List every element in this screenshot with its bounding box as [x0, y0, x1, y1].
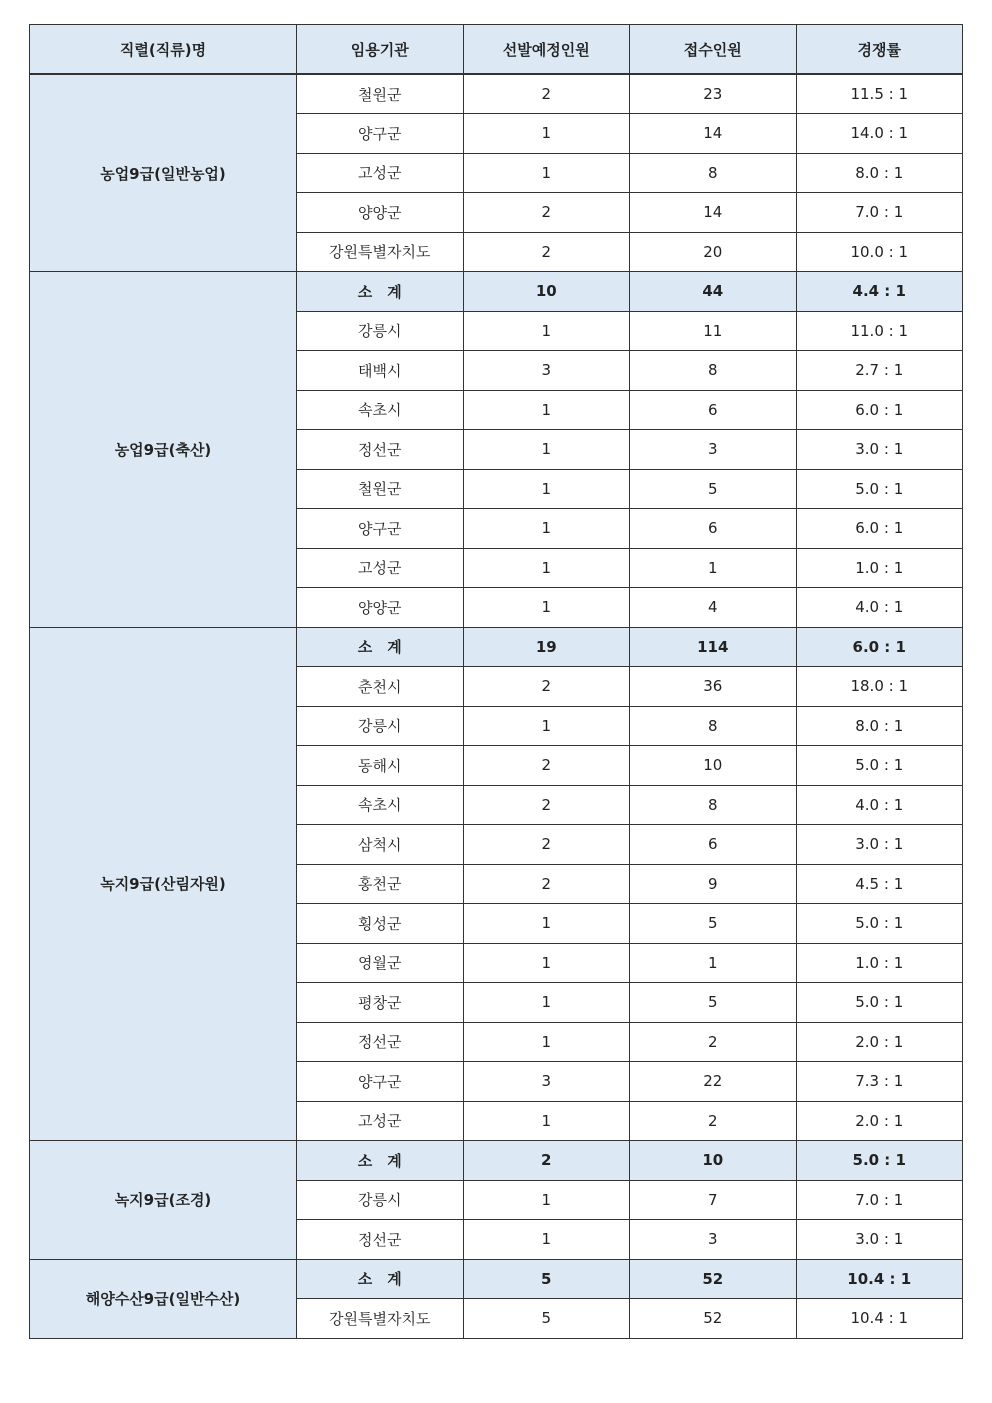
organization-cell: 춘천시	[297, 667, 464, 707]
ratio-cell: 4.0 : 1	[796, 588, 963, 628]
planned-cell: 1	[463, 469, 630, 509]
header-organization: 임용기관	[297, 25, 464, 75]
organization-cell: 강릉시	[297, 311, 464, 351]
header-applied: 접수인원	[630, 25, 797, 75]
applied-cell: 3	[630, 430, 797, 470]
planned-cell: 2	[463, 785, 630, 825]
applied-cell: 4	[630, 588, 797, 628]
ratio-cell: 14.0 : 1	[796, 114, 963, 154]
planned-cell: 2	[463, 864, 630, 904]
planned-cell: 2	[463, 193, 630, 233]
applied-cell: 5	[630, 469, 797, 509]
applied-cell: 36	[630, 667, 797, 707]
applied-cell: 3	[630, 1220, 797, 1260]
subtotal-planned: 2	[463, 1141, 630, 1181]
ratio-cell: 3.0 : 1	[796, 825, 963, 865]
planned-cell: 1	[463, 509, 630, 549]
category-cell: 녹지9급(조경)	[30, 1141, 297, 1260]
subtotal-label: 소 계	[297, 1259, 464, 1299]
subtotal-planned: 10	[463, 272, 630, 312]
applied-cell: 8	[630, 706, 797, 746]
planned-cell: 1	[463, 390, 630, 430]
ratio-cell: 10.4 : 1	[796, 1299, 963, 1339]
planned-cell: 5	[463, 1299, 630, 1339]
ratio-cell: 8.0 : 1	[796, 153, 963, 193]
category-cell: 녹지9급(산림자원)	[30, 627, 297, 1141]
subtotal-row	[30, 1141, 963, 1181]
applied-cell: 6	[630, 390, 797, 430]
applied-cell: 14	[630, 114, 797, 154]
applied-cell: 52	[630, 1299, 797, 1339]
subtotal-planned: 5	[463, 1259, 630, 1299]
organization-cell: 삼척시	[297, 825, 464, 865]
applied-cell: 8	[630, 351, 797, 391]
applied-cell: 14	[630, 193, 797, 233]
ratio-cell: 5.0 : 1	[796, 983, 963, 1023]
ratio-cell: 11.0 : 1	[796, 311, 963, 351]
ratio-cell: 11.5 : 1	[796, 74, 963, 114]
planned-cell: 1	[463, 904, 630, 944]
organization-cell: 속초시	[297, 785, 464, 825]
subtotal-applied: 10	[630, 1141, 797, 1181]
applied-cell: 23	[630, 74, 797, 114]
planned-cell: 1	[463, 1101, 630, 1141]
ratio-cell: 6.0 : 1	[796, 509, 963, 549]
applied-cell: 6	[630, 825, 797, 865]
organization-cell: 철원군	[297, 469, 464, 509]
ratio-cell: 3.0 : 1	[796, 1220, 963, 1260]
organization-cell: 강릉시	[297, 706, 464, 746]
organization-cell: 고성군	[297, 1101, 464, 1141]
header-planned: 선발예정인원	[463, 25, 630, 75]
subtotal-label: 소 계	[297, 272, 464, 312]
organization-cell: 양구군	[297, 114, 464, 154]
applied-cell: 1	[630, 943, 797, 983]
ratio-cell: 7.3 : 1	[796, 1062, 963, 1102]
ratio-cell: 4.0 : 1	[796, 785, 963, 825]
applied-cell: 8	[630, 785, 797, 825]
organization-cell: 양구군	[297, 509, 464, 549]
category-cell: 농업9급(축산)	[30, 272, 297, 628]
organization-cell: 속초시	[297, 390, 464, 430]
subtotal-ratio: 5.0 : 1	[796, 1141, 963, 1181]
planned-cell: 3	[463, 351, 630, 391]
organization-cell: 평창군	[297, 983, 464, 1023]
header-row	[30, 25, 963, 75]
planned-cell: 2	[463, 667, 630, 707]
applied-cell: 6	[630, 509, 797, 549]
planned-cell: 1	[463, 153, 630, 193]
planned-cell: 2	[463, 825, 630, 865]
ratio-cell: 5.0 : 1	[796, 904, 963, 944]
applied-cell: 1	[630, 548, 797, 588]
ratio-cell: 7.0 : 1	[796, 1180, 963, 1220]
ratio-cell: 7.0 : 1	[796, 193, 963, 233]
applied-cell: 8	[630, 153, 797, 193]
ratio-cell: 6.0 : 1	[796, 390, 963, 430]
subtotal-row	[30, 1259, 963, 1299]
applied-cell: 2	[630, 1022, 797, 1062]
applied-cell: 10	[630, 746, 797, 786]
subtotal-label: 소 계	[297, 627, 464, 667]
organization-cell: 고성군	[297, 153, 464, 193]
organization-cell: 양양군	[297, 588, 464, 628]
ratio-cell: 2.7 : 1	[796, 351, 963, 391]
ratio-cell: 5.0 : 1	[796, 469, 963, 509]
ratio-cell: 10.0 : 1	[796, 232, 963, 272]
organization-cell: 철원군	[297, 74, 464, 114]
planned-cell: 1	[463, 548, 630, 588]
subtotal-planned: 19	[463, 627, 630, 667]
organization-cell: 태백시	[297, 351, 464, 391]
applied-cell: 20	[630, 232, 797, 272]
ratio-cell: 1.0 : 1	[796, 548, 963, 588]
applied-cell: 9	[630, 864, 797, 904]
subtotal-row	[30, 627, 963, 667]
planned-cell: 2	[463, 74, 630, 114]
organization-cell: 정선군	[297, 1022, 464, 1062]
table-row	[30, 74, 963, 114]
ratio-cell: 4.5 : 1	[796, 864, 963, 904]
planned-cell: 1	[463, 430, 630, 470]
ratio-cell: 2.0 : 1	[796, 1022, 963, 1062]
planned-cell: 1	[463, 114, 630, 154]
subtotal-label: 소 계	[297, 1141, 464, 1181]
category-cell: 농업9급(일반농업)	[30, 74, 297, 272]
subtotal-applied: 44	[630, 272, 797, 312]
organization-cell: 양양군	[297, 193, 464, 233]
subtotal-ratio: 10.4 : 1	[796, 1259, 963, 1299]
organization-cell: 강원특별자치도	[297, 232, 464, 272]
planned-cell: 1	[463, 1180, 630, 1220]
organization-cell: 정선군	[297, 430, 464, 470]
ratio-cell: 8.0 : 1	[796, 706, 963, 746]
table-body	[30, 74, 963, 1338]
header-category: 직렬(직류)명	[30, 25, 297, 75]
organization-cell: 영월군	[297, 943, 464, 983]
applied-cell: 2	[630, 1101, 797, 1141]
applied-cell: 11	[630, 311, 797, 351]
subtotal-ratio: 4.4 : 1	[796, 272, 963, 312]
ratio-cell: 2.0 : 1	[796, 1101, 963, 1141]
ratio-cell: 1.0 : 1	[796, 943, 963, 983]
planned-cell: 2	[463, 746, 630, 786]
planned-cell: 1	[463, 588, 630, 628]
ratio-cell: 18.0 : 1	[796, 667, 963, 707]
subtotal-ratio: 6.0 : 1	[796, 627, 963, 667]
applied-cell: 7	[630, 1180, 797, 1220]
subtotal-applied: 52	[630, 1259, 797, 1299]
organization-cell: 횡성군	[297, 904, 464, 944]
planned-cell: 1	[463, 983, 630, 1023]
organization-cell: 강원특별자치도	[297, 1299, 464, 1339]
category-cell: 해양수산9급(일반수산)	[30, 1259, 297, 1338]
applied-cell: 5	[630, 904, 797, 944]
subtotal-row	[30, 272, 963, 312]
applied-cell: 5	[630, 983, 797, 1023]
applied-cell: 22	[630, 1062, 797, 1102]
header-ratio: 경쟁률	[796, 25, 963, 75]
organization-cell: 고성군	[297, 548, 464, 588]
recruitment-table	[29, 24, 963, 1339]
planned-cell: 1	[463, 706, 630, 746]
subtotal-applied: 114	[630, 627, 797, 667]
planned-cell: 1	[463, 943, 630, 983]
planned-cell: 1	[463, 1220, 630, 1260]
planned-cell: 2	[463, 232, 630, 272]
ratio-cell: 5.0 : 1	[796, 746, 963, 786]
organization-cell: 양구군	[297, 1062, 464, 1102]
organization-cell: 강릉시	[297, 1180, 464, 1220]
planned-cell: 1	[463, 1022, 630, 1062]
organization-cell: 정선군	[297, 1220, 464, 1260]
planned-cell: 3	[463, 1062, 630, 1102]
ratio-cell: 3.0 : 1	[796, 430, 963, 470]
organization-cell: 홍천군	[297, 864, 464, 904]
planned-cell: 1	[463, 311, 630, 351]
organization-cell: 동해시	[297, 746, 464, 786]
